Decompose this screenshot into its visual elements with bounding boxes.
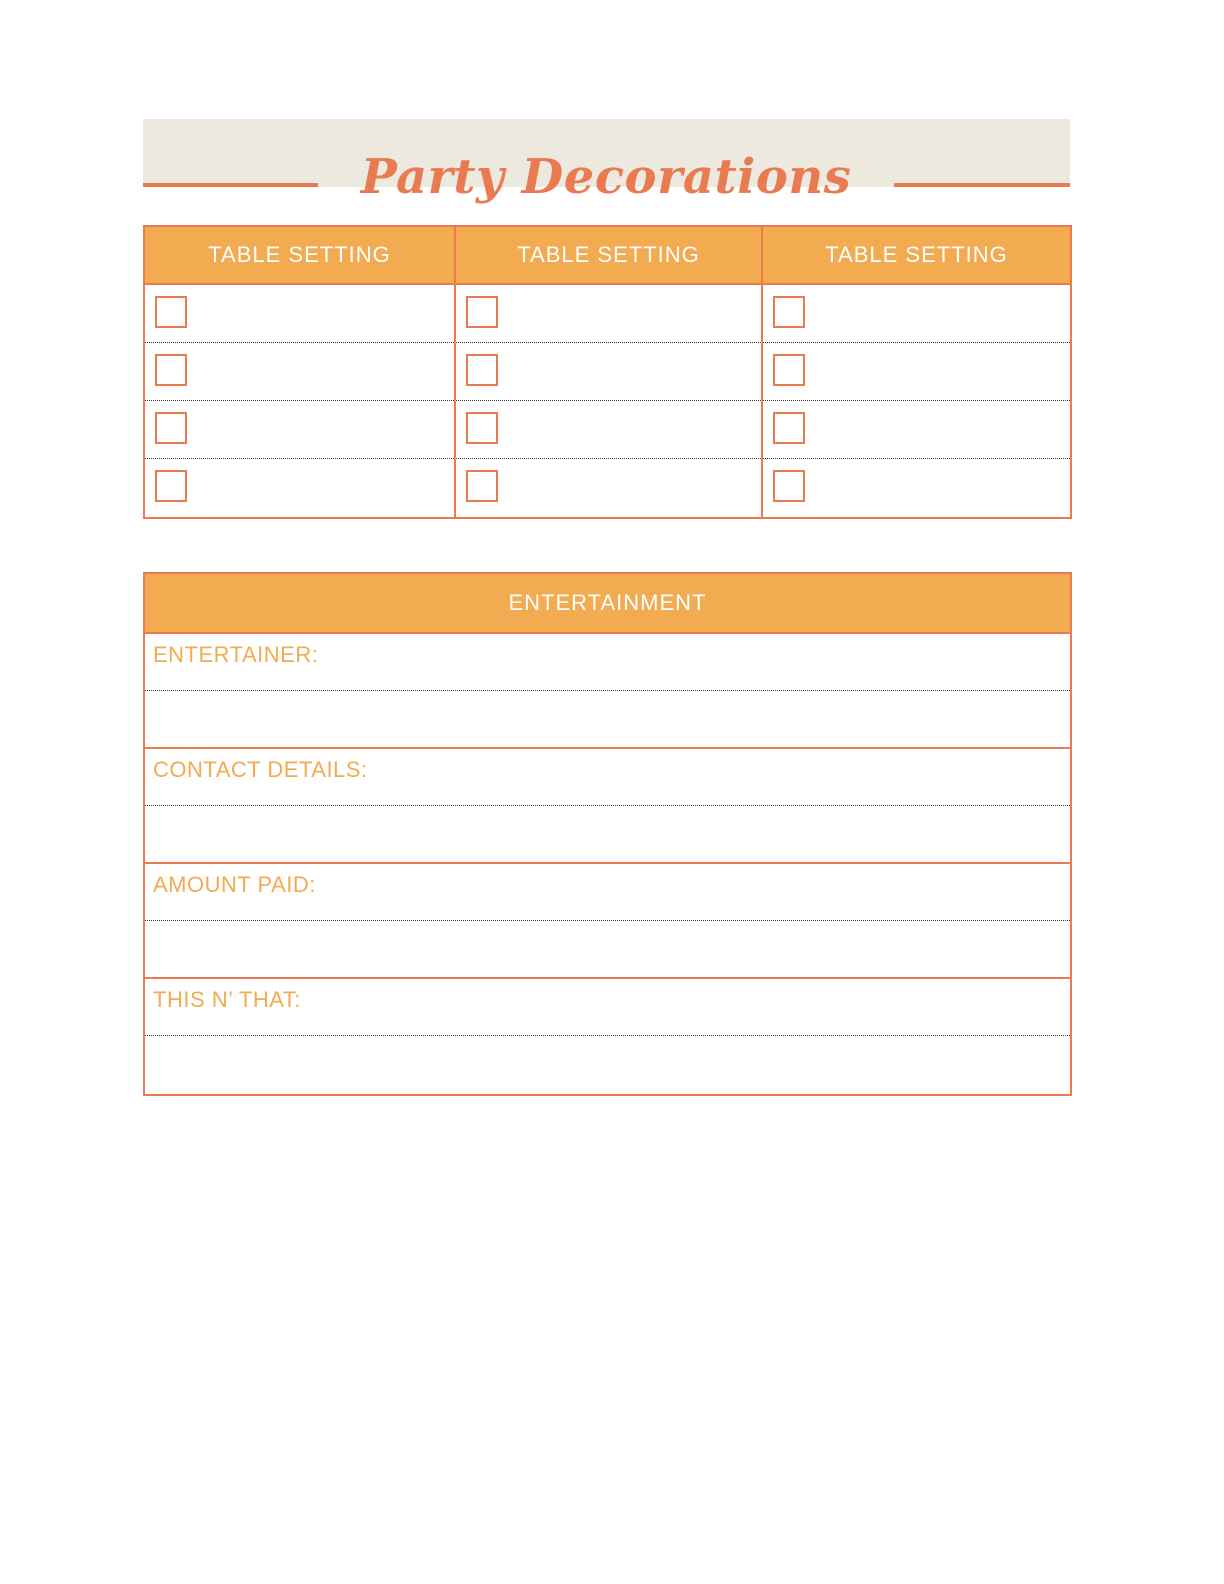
checklist-item xyxy=(145,343,454,401)
amount-paid-label: AMOUNT PAID: xyxy=(145,864,1070,921)
column-header-table-setting-3: TABLE SETTING xyxy=(763,227,1070,285)
checklist-item xyxy=(763,459,1070,517)
column-header-table-setting-2: TABLE SETTING xyxy=(454,227,763,285)
checklist-item xyxy=(454,459,763,517)
checklist-item xyxy=(454,343,763,401)
checklist-item xyxy=(454,285,763,343)
column-header-table-setting-1: TABLE SETTING xyxy=(145,227,454,285)
entertainer-label: ENTERTAINER: xyxy=(145,634,1070,691)
checkbox[interactable] xyxy=(466,354,498,386)
this-n-that-field[interactable] xyxy=(145,1036,1070,1094)
checklist-item xyxy=(763,285,1070,343)
checkbox[interactable] xyxy=(155,354,187,386)
checkbox[interactable] xyxy=(773,470,805,502)
title-rule-right xyxy=(894,183,1070,187)
amount-paid-field[interactable] xyxy=(145,921,1070,979)
entertainment-table xyxy=(143,572,1072,1096)
checklist-item xyxy=(763,401,1070,459)
this-n-that-label: THIS N’ THAT: xyxy=(145,979,1070,1036)
checkbox[interactable] xyxy=(155,470,187,502)
checkbox[interactable] xyxy=(466,412,498,444)
entertainment-header: ENTERTAINMENT xyxy=(145,574,1070,634)
checkbox[interactable] xyxy=(773,296,805,328)
checkbox[interactable] xyxy=(155,296,187,328)
contact-details-field[interactable] xyxy=(145,806,1070,864)
checkbox[interactable] xyxy=(155,412,187,444)
checkbox[interactable] xyxy=(466,296,498,328)
checklist-item xyxy=(145,401,454,459)
checklist-item xyxy=(763,343,1070,401)
checklist-item xyxy=(454,401,763,459)
page-title: Party Decorations xyxy=(360,149,852,205)
checkbox[interactable] xyxy=(773,354,805,386)
contact-details-label: CONTACT DETAILS: xyxy=(145,749,1070,806)
decorations-table xyxy=(143,225,1072,519)
checkbox[interactable] xyxy=(773,412,805,444)
checklist-item xyxy=(145,285,454,343)
entertainer-field[interactable] xyxy=(145,691,1070,749)
checklist-item xyxy=(145,459,454,517)
checkbox[interactable] xyxy=(466,470,498,502)
title-rule-left xyxy=(143,183,318,187)
